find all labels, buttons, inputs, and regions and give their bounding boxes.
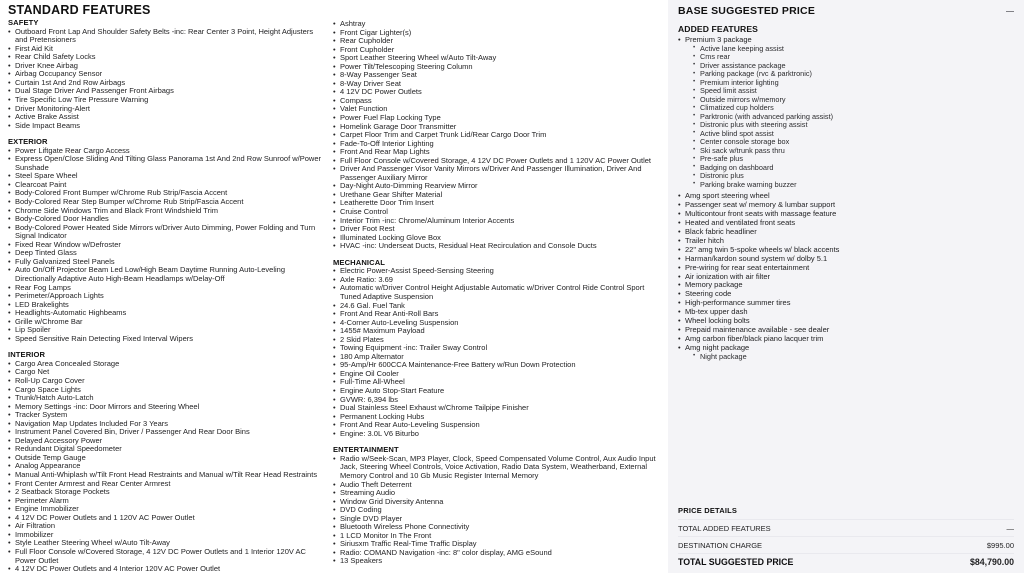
feature-item: • Engine: 3.0L V6 Biturbo <box>333 430 663 439</box>
feature-item: • Audio Theft Deterrent <box>333 481 663 490</box>
feature-item: • HVAC -inc: Underseat Ducts, Residual Heat Recirculation and Console Ducts <box>333 242 663 251</box>
added-feature-sub-list <box>685 353 1014 362</box>
section-heading-exterior: EXTERIOR <box>8 137 48 147</box>
price-details-rows <box>678 519 1014 569</box>
feature-item: • Trunk/Hatch Auto-Latch <box>8 394 327 403</box>
feature-item: • Radio: COMAND Navigation -inc: 8" color display, AMG eSound <box>333 549 663 558</box>
base-suggested-price-row <box>678 5 1014 17</box>
feature-item: • Interior Trim -inc: Chrome/Aluminum Interior Accents <box>333 217 663 226</box>
added-feature-label: Harman/kardon sound system w/ dolby 5.1 <box>685 253 828 263</box>
feature-item: • Engine Oil Cooler <box>333 370 663 379</box>
feature-item: • 4-Corner Auto-Leveling Suspension <box>333 319 663 328</box>
added-feature-sub-item: • Center console storage box <box>693 138 1014 147</box>
feature-item: • Manual Anti-Whiplash w/Tilt Front Head Restraints and Manual w/Tilt Rear Head Restraints <box>8 471 327 480</box>
feature-item: • Full-Time All-Wheel <box>333 378 663 387</box>
feature-item: • Tire Specific Low Tire Pressure Warning <box>8 96 327 105</box>
feature-item: • Air Filtration <box>8 522 327 531</box>
feature-item: • Electric Power-Assist Speed-Sensing Steering <box>333 267 663 276</box>
feature-item: • Ashtray <box>333 20 663 29</box>
feature-item: • 24.6 Gal. Fuel Tank <box>333 302 663 311</box>
feature-item: • Roll-Up Cargo Cover <box>8 377 327 386</box>
feature-item: • 2 Skid Plates <box>333 336 663 345</box>
feature-item: • Power Tilt/Telescoping Steering Column <box>333 63 663 72</box>
feature-item: • 1455# Maximum Payload <box>333 327 663 336</box>
added-feature-label: Air ionization with air filter <box>685 271 771 281</box>
added-feature-sub-item: • Pre-safe plus <box>693 155 1014 164</box>
feature-item: • Perimeter/Approach Lights <box>8 292 327 301</box>
feature-item: • Style Leather Steering Wheel w/Auto Tilt-Away <box>8 539 327 548</box>
feature-item: • Rear Child Safety Locks <box>8 53 327 62</box>
feature-item: • Airbag Occupancy Sensor <box>8 70 327 79</box>
feature-item: • Rear Cupholder <box>333 37 663 46</box>
feature-item: • Power Fuel Flap Locking Type <box>333 114 663 123</box>
price-detail-value: $84,790.00 <box>969 557 1014 567</box>
feature-item: • Driver Monitoring-Alert <box>8 105 327 114</box>
feature-item: • Urethane Gear Shifter Material <box>333 191 663 200</box>
added-feature-sub-item: • Climatized cup holders <box>693 104 1014 113</box>
feature-item: • Automatic w/Driver Control Height Adjustable Automatic w/Driver Control Ride Control Sport Tuned Adaptive Suspension <box>333 284 663 301</box>
price-details-section <box>678 506 1014 569</box>
feature-item: • Grille w/Chrome Bar <box>8 318 327 327</box>
feature-item: • Deep Tinted Glass <box>8 249 327 258</box>
feature-item: • Bluetooth Wireless Phone Connectivity <box>333 523 663 532</box>
price-detail-row <box>678 519 1014 536</box>
added-feature-label: Memory package <box>685 280 743 290</box>
feature-item: • Body-Colored Door Handles <box>8 215 327 224</box>
feature-item: • Axle Ratio: 3.69 <box>333 276 663 285</box>
feature-item: • 180 Amp Alternator <box>333 353 663 362</box>
added-feature-item <box>678 228 1014 237</box>
feature-list <box>8 147 327 344</box>
feature-item: • Tracker System <box>8 411 327 420</box>
feature-item: • Chrome Side Windows Trim and Black Front Windshield Trim <box>8 207 327 216</box>
section-heading-interior: INTERIOR <box>8 350 46 360</box>
feature-item: • Front Cupholder <box>333 46 663 55</box>
added-feature-label: Mb-tex upper dash <box>685 307 748 317</box>
added-feature-label: Multicontour front seats with massage feature <box>685 209 837 219</box>
added-feature-sub-item: • Night package <box>693 353 1014 362</box>
feature-item: • Lip Spoiler <box>8 326 327 335</box>
added-feature-item <box>678 36 1014 189</box>
added-feature-label: Heated and ventilated front seats <box>685 218 796 228</box>
feature-item: • Engine Auto Stop-Start Feature <box>333 387 663 396</box>
added-feature-label: Steering code <box>685 289 732 299</box>
added-feature-sub-item: • Parktronic (with advanced parking assist) <box>693 113 1014 122</box>
feature-item: • Cruise Control <box>333 208 663 217</box>
added-feature-sub-item: • Ski sack w/trunk pass thru <box>693 147 1014 156</box>
added-feature-sub-item: • Driver assistance package <box>693 62 1014 71</box>
feature-item: • Sport Leather Steering Wheel w/Auto Tilt-Away <box>333 54 663 63</box>
feature-item: • Dual Stage Driver And Passenger Front Airbags <box>8 87 327 96</box>
feature-item: • Driver Knee Airbag <box>8 62 327 71</box>
price-detail-row <box>678 536 1014 553</box>
feature-item: • LED Brakelights <box>8 301 327 310</box>
added-feature-label: Amg sport steering wheel <box>685 191 770 201</box>
feature-item: • 1 LCD Monitor In The Front <box>333 532 663 541</box>
feature-item: • Driver And Passenger Visor Vanity Mirrors w/Driver And Passenger Illumination, Driver And Passenger Auxiliary Mirror <box>333 165 663 182</box>
added-feature-label: Amg carbon fiber/black piano lacquer trim <box>685 333 824 343</box>
feature-item: • Fixed Rear Window w/Defroster <box>8 241 327 250</box>
feature-item: • Clearcoat Paint <box>8 181 327 190</box>
feature-item: • Front Cigar Lighter(s) <box>333 29 663 38</box>
added-feature-label: High-performance summer tires <box>685 298 791 308</box>
price-detail-value: $995.00 <box>986 540 1014 550</box>
section-heading-entertainment: ENTERTAINMENT <box>333 445 399 455</box>
base-suggested-price-value: — <box>1006 6 1014 16</box>
feature-item: • Full Floor Console w/Covered Storage, 4 12V DC Power Outlets and 1 120V AC Power Outlet <box>333 157 663 166</box>
added-features-list <box>678 36 1014 361</box>
feature-item: • Redundant Digital Speedometer <box>8 445 327 454</box>
feature-item: • Delayed Accessory Power <box>8 437 327 446</box>
feature-item: • Immobilizer <box>8 531 327 540</box>
feature-item: • Perimeter Alarm <box>8 497 327 506</box>
added-feature-sub-item: • Cms rear <box>693 53 1014 62</box>
section-heading-safety: SAFETY <box>8 18 39 27</box>
added-feature-sub-item: • Outside mirrors w/memory <box>693 96 1014 105</box>
added-feature-label: Premium 3 package <box>685 35 752 44</box>
feature-item: • 95-Amp/Hr 600CCA Maintenance-Free Battery w/Run Down Protection <box>333 361 663 370</box>
price-detail-label: TOTAL ADDED FEATURES <box>678 523 771 533</box>
added-feature-sub-item: • Parking brake warning buzzer <box>693 181 1014 190</box>
added-features-title: ADDED FEATURES <box>678 24 759 34</box>
feature-item: • Day-Night Auto-Dimming Rearview Mirror <box>333 182 663 191</box>
feature-item: • Single DVD Player <box>333 515 663 524</box>
feature-item: • Memory Settings -inc: Door Mirrors and Steering Wheel <box>8 403 327 412</box>
feature-item: • Leatherette Door Trim Insert <box>333 199 663 208</box>
feature-item: • Dual Stainless Steel Exhaust w/Chrome Tailpipe Finisher <box>333 404 663 413</box>
feature-list <box>8 360 327 573</box>
feature-list <box>333 267 663 438</box>
feature-item: • Body-Colored Rear Step Bumper w/Chrome Rub Strip/Fascia Accent <box>8 198 327 207</box>
feature-item: • Illuminated Locking Glove Box <box>333 234 663 243</box>
added-feature-label: Black fabric headliner <box>685 227 757 237</box>
feature-item: • Cargo Area Concealed Storage <box>8 360 327 369</box>
standard-features-column-1 <box>8 19 327 573</box>
feature-item: • Rear Fog Lamps <box>8 284 327 293</box>
added-feature-label: Pre-wiring for rear seat entertainment <box>685 262 810 272</box>
added-feature-label: Passenger seat w/ memory & lumbar support <box>685 200 836 210</box>
feature-item: • Front And Rear Auto-Leveling Suspension <box>333 421 663 430</box>
added-feature-sub-list <box>685 45 1014 190</box>
added-feature-sub-item: • Active blind spot assist <box>693 130 1014 139</box>
feature-item: • Speed Sensitive Rain Detecting Fixed Interval Wipers <box>8 335 327 344</box>
added-feature-item <box>678 344 1014 361</box>
feature-item: • 4 12V DC Power Outlets <box>333 88 663 97</box>
added-feature-label: Wheel locking bolts <box>685 316 750 326</box>
feature-item: • Steel Spare Wheel <box>8 172 327 181</box>
feature-item: • Front And Rear Map Lights <box>333 148 663 157</box>
feature-list <box>8 28 327 131</box>
feature-item: • Front And Rear Anti-Roll Bars <box>333 310 663 319</box>
price-panel <box>668 0 1024 573</box>
feature-item: • Engine Immobilizer <box>8 505 327 514</box>
feature-item: • 4 12V DC Power Outlets and 1 120V AC Power Outlet <box>8 514 327 523</box>
feature-item: • Compass <box>333 97 663 106</box>
added-feature-label: Trailer hitch <box>685 235 724 245</box>
price-details-title: PRICE DETAILS <box>678 506 738 515</box>
feature-item: • Cargo Space Lights <box>8 386 327 395</box>
feature-item: • Valet Function <box>333 105 663 114</box>
feature-item: • Fully Galvanized Steel Panels <box>8 258 327 267</box>
feature-item: • Streaming Audio <box>333 489 663 498</box>
feature-item: • Outside Temp Gauge <box>8 454 327 463</box>
feature-item: • Analog Appearance <box>8 462 327 471</box>
added-feature-sub-item: • Speed limit assist <box>693 87 1014 96</box>
feature-item: • Power Liftgate Rear Cargo Access <box>8 147 327 156</box>
feature-item: • Instrument Panel Covered Bin, Driver / Passenger And Rear Door Bins <box>8 428 327 437</box>
feature-item: • 2 Seatback Storage Pockets <box>8 488 327 497</box>
added-feature-label: Prepaid maintenance available - see dealer <box>685 325 830 334</box>
feature-item: • DVD Coding <box>333 506 663 515</box>
feature-item: • Cargo Net <box>8 368 327 377</box>
added-feature-sub-item: • Distronic plus <box>693 172 1014 181</box>
feature-item: • Front Center Armrest and Rear Center Armrest <box>8 480 327 489</box>
feature-item: • Navigation Map Updates Included For 3 Years <box>8 420 327 429</box>
feature-item: • Fade-To-Off Interior Lighting <box>333 140 663 149</box>
feature-item: • Carpet Floor Trim and Carpet Trunk Lid/Rear Cargo Door Trim <box>333 131 663 140</box>
added-feature-sub-item: • Badging on dashboard <box>693 164 1014 173</box>
added-feature-label: Amg night package <box>685 342 750 352</box>
feature-item: • First Aid Kit <box>8 45 327 54</box>
feature-item: • Curtain 1st And 2nd Row Airbags <box>8 79 327 88</box>
feature-item: • Full Floor Console w/Covered Storage, 4 12V DC Power Outlets and 1 Interior 120V AC Power Outlet <box>8 548 327 565</box>
feature-item: • Driver Foot Rest <box>333 225 663 234</box>
added-feature-sub-item: • Premium interior lighting <box>693 79 1014 88</box>
price-detail-label: DESTINATION CHARGE <box>678 540 763 550</box>
feature-list <box>333 455 663 566</box>
total-suggested-price-row <box>678 553 1014 569</box>
feature-item: • Active Brake Assist <box>8 113 327 122</box>
standard-features-column-2 <box>333 20 663 566</box>
price-detail-label: TOTAL SUGGESTED PRICE <box>678 557 794 567</box>
feature-item: • Radio w/Seek-Scan, MP3 Player, Clock, Speed Compensated Volume Control, Aux Audio Input Jack, Steering Wheel Controls, Voice Activation, Radio Data System, Weatherband, External Memory Control and 10 Gb Music Register Internal Memory <box>333 455 663 481</box>
feature-item: • Window Grid Diversity Antenna <box>333 498 663 507</box>
feature-item: • Homelink Garage Door Transmitter <box>333 123 663 132</box>
feature-item: • 8-Way Passenger Seat <box>333 71 663 80</box>
feature-item: • Outboard Front Lap And Shoulder Safety Belts -inc: Rear Center 3 Point, Height Adjusters and Pretensioners <box>8 28 327 45</box>
standard-features-title: STANDARD FEATURES <box>8 3 151 17</box>
feature-item: • Body-Colored Front Bumper w/Chrome Rub Strip/Fascia Accent <box>8 189 327 198</box>
added-feature-sub-item: • Active lane keeping assist <box>693 45 1014 54</box>
added-feature-sub-item: • Distronic plus with steering assist <box>693 121 1014 130</box>
section-heading-mechanical: MECHANICAL <box>333 257 386 267</box>
feature-item: • Permanent Locking Hubs <box>333 413 663 422</box>
feature-item: • Siriusxm Traffic Real-Time Traffic Display <box>333 540 663 549</box>
feature-item: • Auto On/Off Projector Beam Led Low/High Beam Daytime Running Auto-Leveling Directionally Adaptive Auto High-Beam Headlamps w/Delay-Off <box>8 266 327 283</box>
feature-item: • Side Impact Beams <box>8 122 327 131</box>
price-detail-value: — <box>1006 523 1014 533</box>
feature-item: • 8-Way Driver Seat <box>333 80 663 89</box>
feature-item: • Body-Colored Power Heated Side Mirrors w/Driver Auto Dimming, Power Folding and Turn Signal Indicator <box>8 224 327 241</box>
feature-item: • GVWR: 6,394 lbs <box>333 396 663 405</box>
feature-item: • 4 12V DC Power Outlets and 4 Interior 120V AC Power Outlet <box>8 565 327 573</box>
feature-item: • Express Open/Close Sliding And Tilting Glass Panorama 1st And 2nd Row Sunroof w/Power Sunshade <box>8 155 327 172</box>
feature-item: • Headlights-Automatic Highbeams <box>8 309 327 318</box>
feature-item: • 13 Speakers <box>333 557 663 566</box>
base-suggested-price-title: BASE SUGGESTED PRICE <box>678 5 816 17</box>
added-feature-sub-item: • Parking package (rvc & parktronic) <box>693 70 1014 79</box>
feature-item: • Towing Equipment -inc: Trailer Sway Control <box>333 344 663 353</box>
added-feature-label: 22" amg twin 5-spoke wheels w/ black accents <box>685 244 840 254</box>
feature-list <box>333 20 663 251</box>
